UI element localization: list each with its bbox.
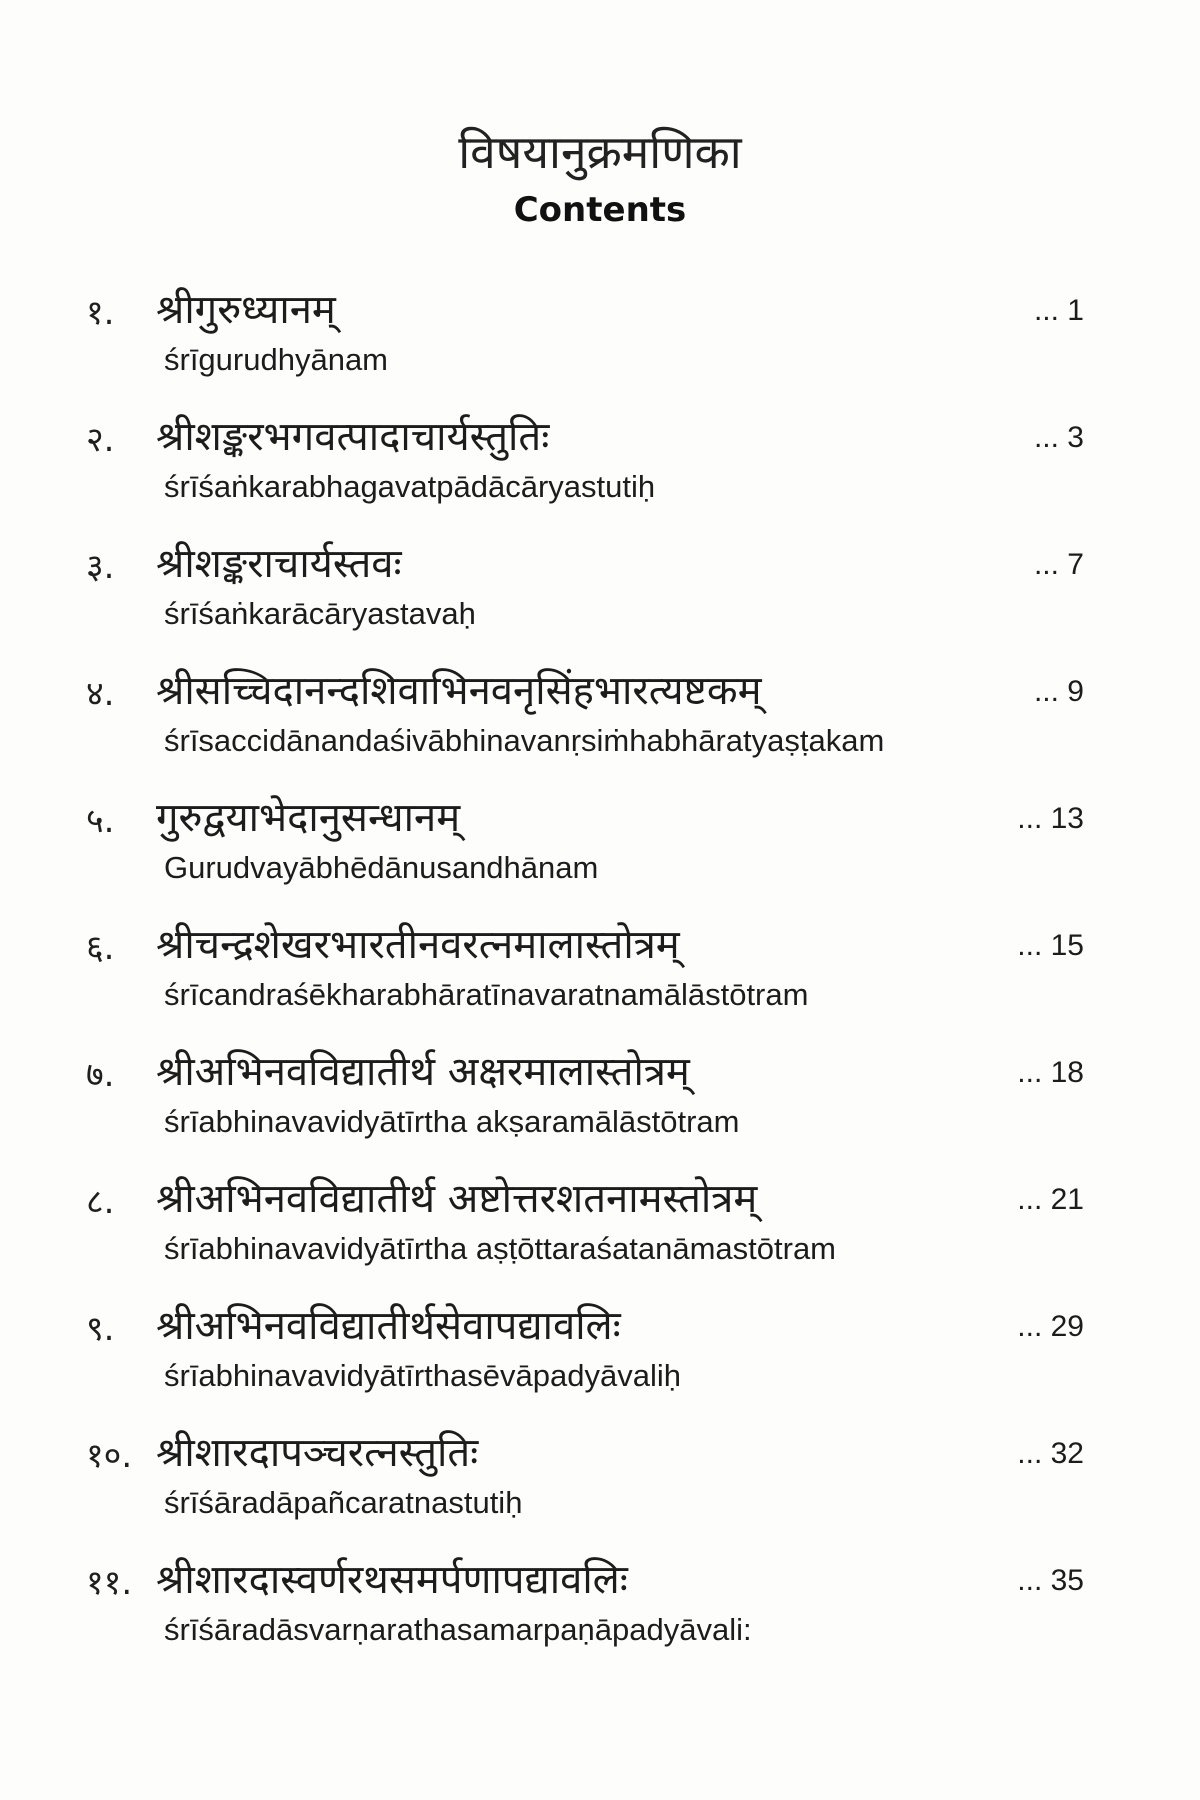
entry-number: २. [86, 420, 115, 460]
toc-entry [0, 407, 1200, 527]
toc-entry [0, 1042, 1200, 1162]
entry-title-transliteration: śrīśāradāsvarṇarathasamarpaṇāpadyāvali: [164, 1612, 752, 1647]
entry-number: १. [86, 293, 115, 333]
toc-entry [0, 534, 1200, 654]
entry-title-transliteration: śrīabhinavavidyātīrtha aṣṭōttaraśatanāmastōtram [164, 1231, 837, 1266]
entry-page-number: ... 18 [1017, 1056, 1084, 1089]
entry-number: ७. [86, 1055, 115, 1095]
page-title-english: Contents [513, 190, 687, 230]
entry-title-devanagari: श्रीअभिनवविद्यातीर्थ अक्षरमालास्तोत्रम् [156, 1049, 690, 1095]
entry-title-devanagari: श्रीसच्चिदानन्दशिवाभिनवनृसिंहभारत्यष्टकम् [156, 668, 762, 714]
entry-number: ४. [86, 674, 115, 714]
entry-title-transliteration: śrīcandraśēkharabhāratīnavaratnamālāstōtram [164, 977, 809, 1012]
entry-title-devanagari: श्रीचन्द्रशेखरभारतीनवरत्नमालास्तोत्रम् [156, 922, 680, 968]
entry-page-number: ... 21 [1017, 1183, 1084, 1216]
entry-title-devanagari: गुरुद्वयाभेदानुसन्धानम् [156, 795, 461, 841]
entry-page-number: ... 13 [1017, 802, 1084, 835]
toc-entry [0, 1169, 1200, 1289]
toc-entry [0, 788, 1200, 908]
entry-number: १०. [86, 1436, 133, 1476]
toc-entry [0, 661, 1200, 781]
entry-title-devanagari: श्रीगुरुध्यानम् [156, 287, 336, 333]
entry-number: ६. [86, 928, 115, 968]
entry-page-number: ... 9 [1033, 675, 1084, 708]
entry-page-number: ... 32 [1017, 1437, 1084, 1470]
toc-entry [0, 1423, 1200, 1543]
entry-title-transliteration: śrīsaccidānandaśivābhinavanṛsiṁhabhāratyaṣṭakam [164, 723, 885, 758]
entry-title-devanagari: श्रीअभिनवविद्यातीर्थसेवापद्यावलिः [156, 1303, 621, 1349]
entry-page-number: ... 7 [1033, 548, 1084, 581]
toc-entry [0, 1550, 1200, 1670]
page-title-devanagari: विषयानुक्रमणिका [458, 125, 742, 179]
entry-page-number: ... 15 [1017, 929, 1084, 962]
entry-number: ३. [86, 547, 115, 587]
entry-title-devanagari: श्रीशारदास्वर्णरथसमर्पणापद्यावलिः [156, 1557, 628, 1603]
entry-page-number: ... 35 [1017, 1564, 1084, 1597]
toc-entry [0, 280, 1200, 400]
entry-page-number: ... 1 [1033, 294, 1084, 327]
entry-page-number: ... 29 [1017, 1310, 1084, 1343]
entry-title-devanagari: श्रीअभिनवविद्यातीर्थ अष्टोत्तरशतनामस्तोत्रम् [156, 1176, 758, 1222]
entry-title-transliteration: śrīśaṅkarācāryastavaḥ [164, 596, 476, 631]
entry-number: ८. [86, 1182, 115, 1222]
entry-title-transliteration: śrīśaṅkarabhagavatpādācāryastutiḥ [164, 469, 656, 504]
entry-number: ५. [86, 801, 115, 841]
entry-title-transliteration: śrīabhinavavidyātīrthasēvāpadyāvaliḥ [164, 1358, 681, 1393]
entry-title-devanagari: श्रीशारदापञ्चरत्नस्तुतिः [156, 1430, 479, 1476]
toc-entry [0, 1296, 1200, 1416]
entry-title-transliteration: Gurudvayābhēdānusandhānam [164, 850, 599, 885]
entry-number: ११. [86, 1563, 133, 1603]
entry-page-number: ... 3 [1033, 421, 1084, 454]
toc-entry [0, 915, 1200, 1035]
entry-title-transliteration: śrīabhinavavidyātīrtha akṣaramālāstōtram [164, 1104, 740, 1139]
table-of-contents [0, 280, 1200, 1680]
entry-title-transliteration: śrīgurudhyānam [164, 342, 389, 377]
entry-title-devanagari: श्रीशङ्करभगवत्पादाचार्यस्तुतिः [156, 414, 550, 460]
entry-number: ९. [86, 1309, 115, 1349]
entry-title-devanagari: श्रीशङ्कराचार्यस्तवः [156, 541, 402, 587]
entry-title-transliteration: śrīśāradāpañcaratnastutiḥ [164, 1485, 523, 1520]
